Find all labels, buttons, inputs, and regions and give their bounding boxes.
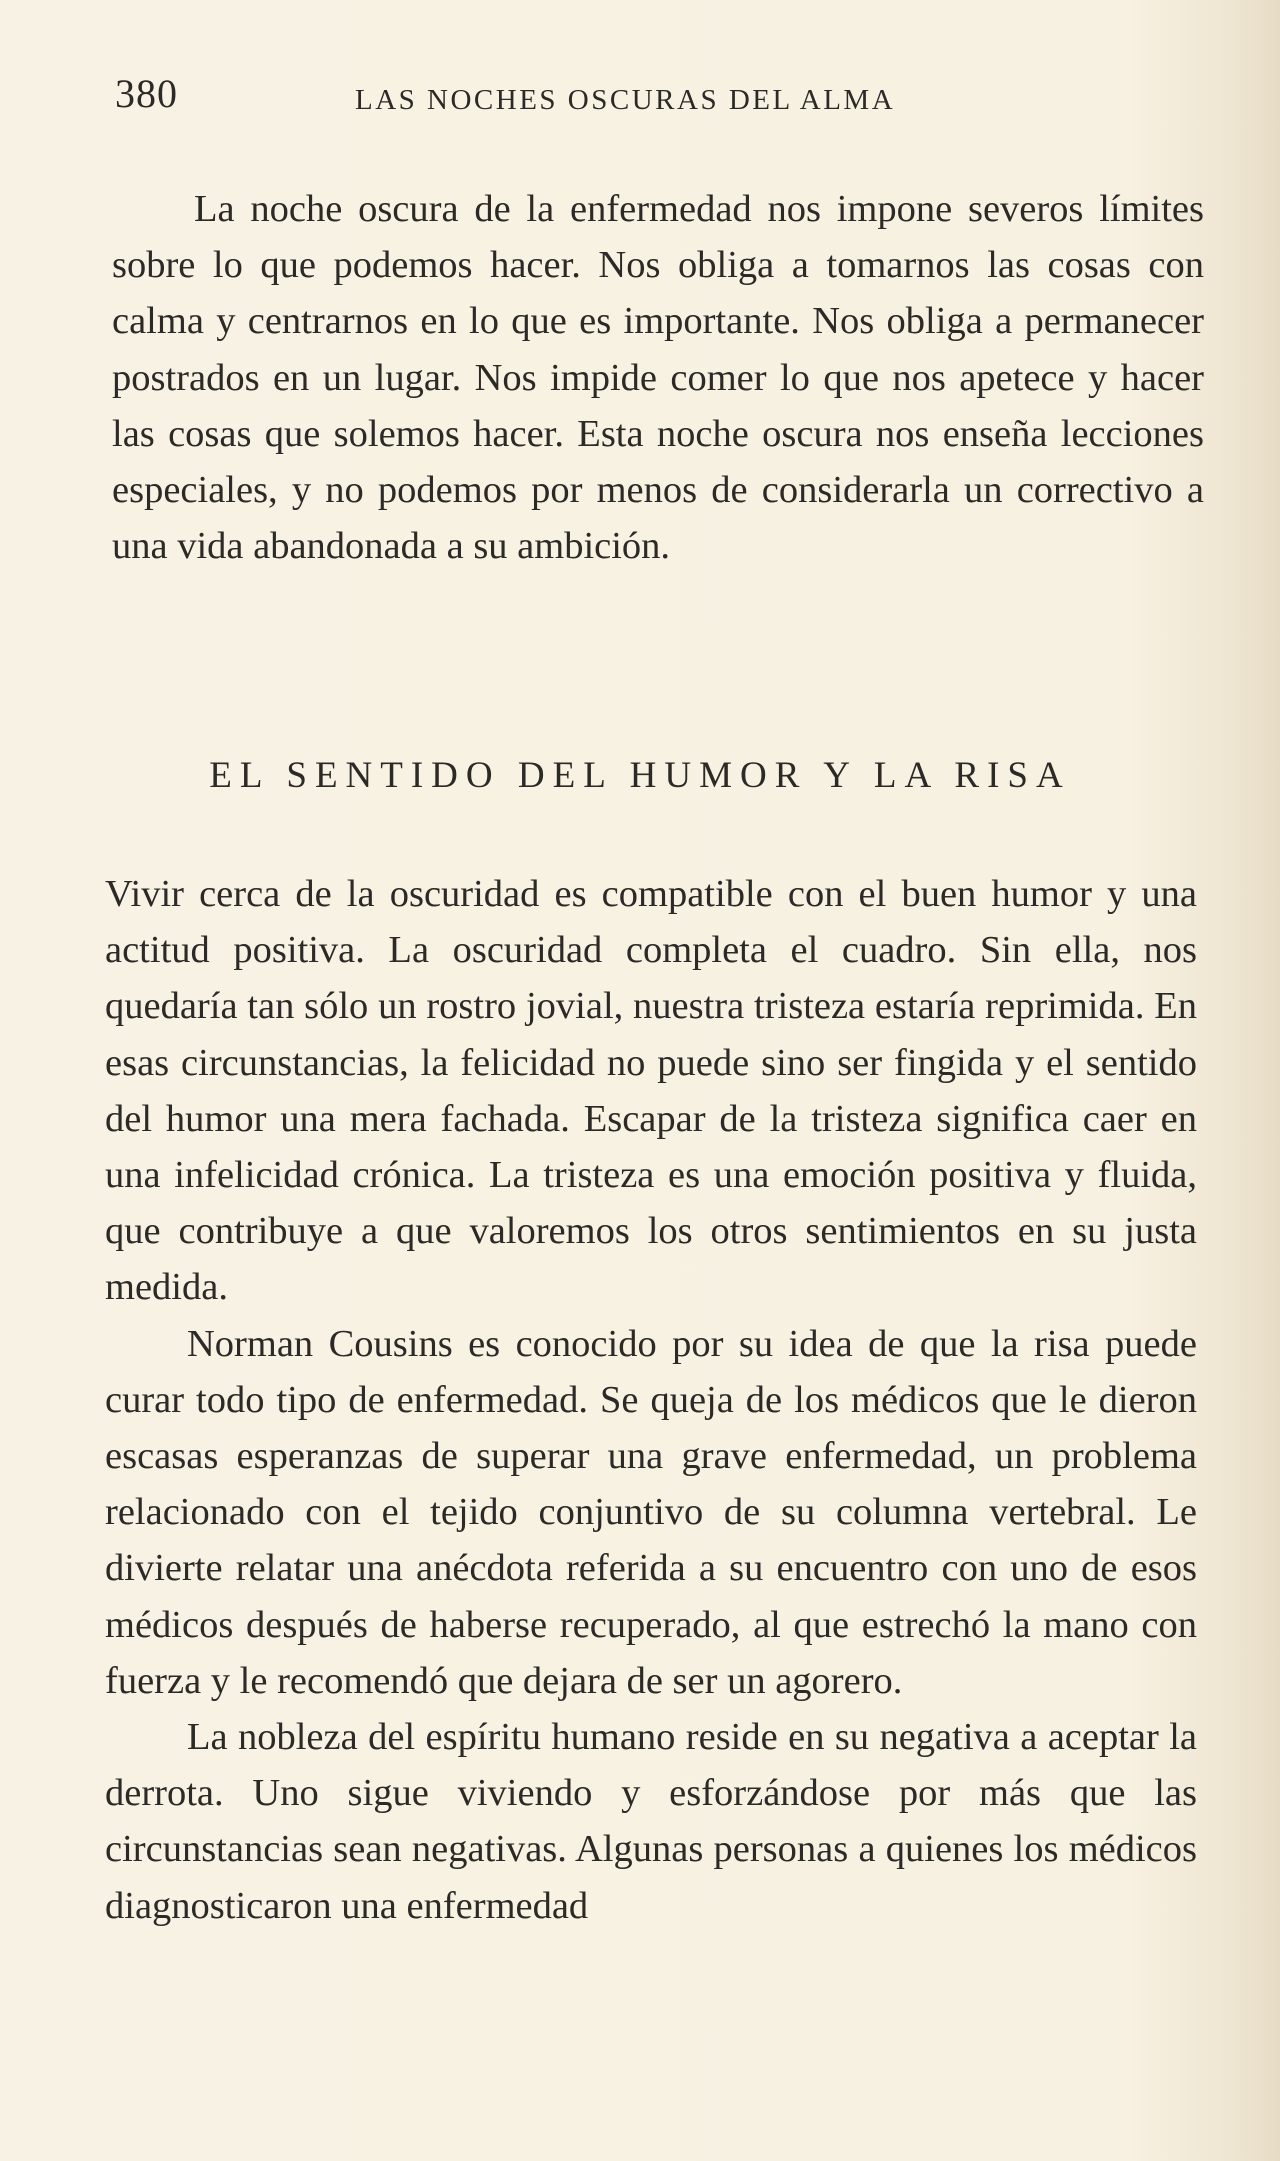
running-title: LAS NOCHES OSCURAS DEL ALMA <box>355 84 896 116</box>
running-header <box>115 70 1200 120</box>
page-number: 380 <box>115 71 178 116</box>
text-block-before-heading <box>112 181 1204 574</box>
paragraph: La noche oscura de la enfermedad nos impone severos límites sobre lo que podemos hacer. Nos obliga a tomarnos las cosas con calma y centrarnos en lo que es importante. Nos obliga a permanecer postrados en un lugar. Nos impide comer lo que nos apetece y hacer las cosas que solemos hacer. Esta noche oscura nos enseña lecciones especiales, y no podemos por menos de considerarla un correctivo a una vida abandonada a su ambición. <box>112 188 1204 568</box>
paragraph: Vivir cerca de la oscuridad es compatible con el buen humor y una actitud positiva. La oscuridad completa el cuadro. Sin ella, nos quedaría tan sólo un rostro jovial, nuestra tristeza estaría reprimida. En esas circunstancias, la felicidad no puede sino ser fingida y el sentido del humor una mera fachada. Escapar de la tristeza significa caer en una infelicidad crónica. La tristeza es una emoción positiva y fluida, que contribuye a que valoremos los otros sentimientos en su justa medida. <box>105 873 1197 1309</box>
section-text-block <box>105 866 1197 1934</box>
paragraph: La nobleza del espíritu humano reside en su negativa a aceptar la derrota. Uno sigue viviendo y esforzándose por más que las circunstancias sean negativas. Algunas personas a quienes los médicos diagnosticaron una enfermedad <box>105 1716 1197 1927</box>
section-heading: EL SENTIDO DEL HUMOR Y LA RISA <box>209 755 1071 796</box>
paragraph: Norman Cousins es conocido por su idea de que la risa puede curar todo tipo de enfermedad. Se queja de los médicos que le dieron escasas esperanzas de superar una grave enfermedad, un problema relacionado con el tejido conjuntivo de su columna vertebral. Le divierte relatar una anécdota referida a su encuentro con uno de esos médicos después de haberse recuperado, al que estrechó la mano con fuerza y le recomendó que dejara de ser un agorero. <box>105 1322 1197 1702</box>
